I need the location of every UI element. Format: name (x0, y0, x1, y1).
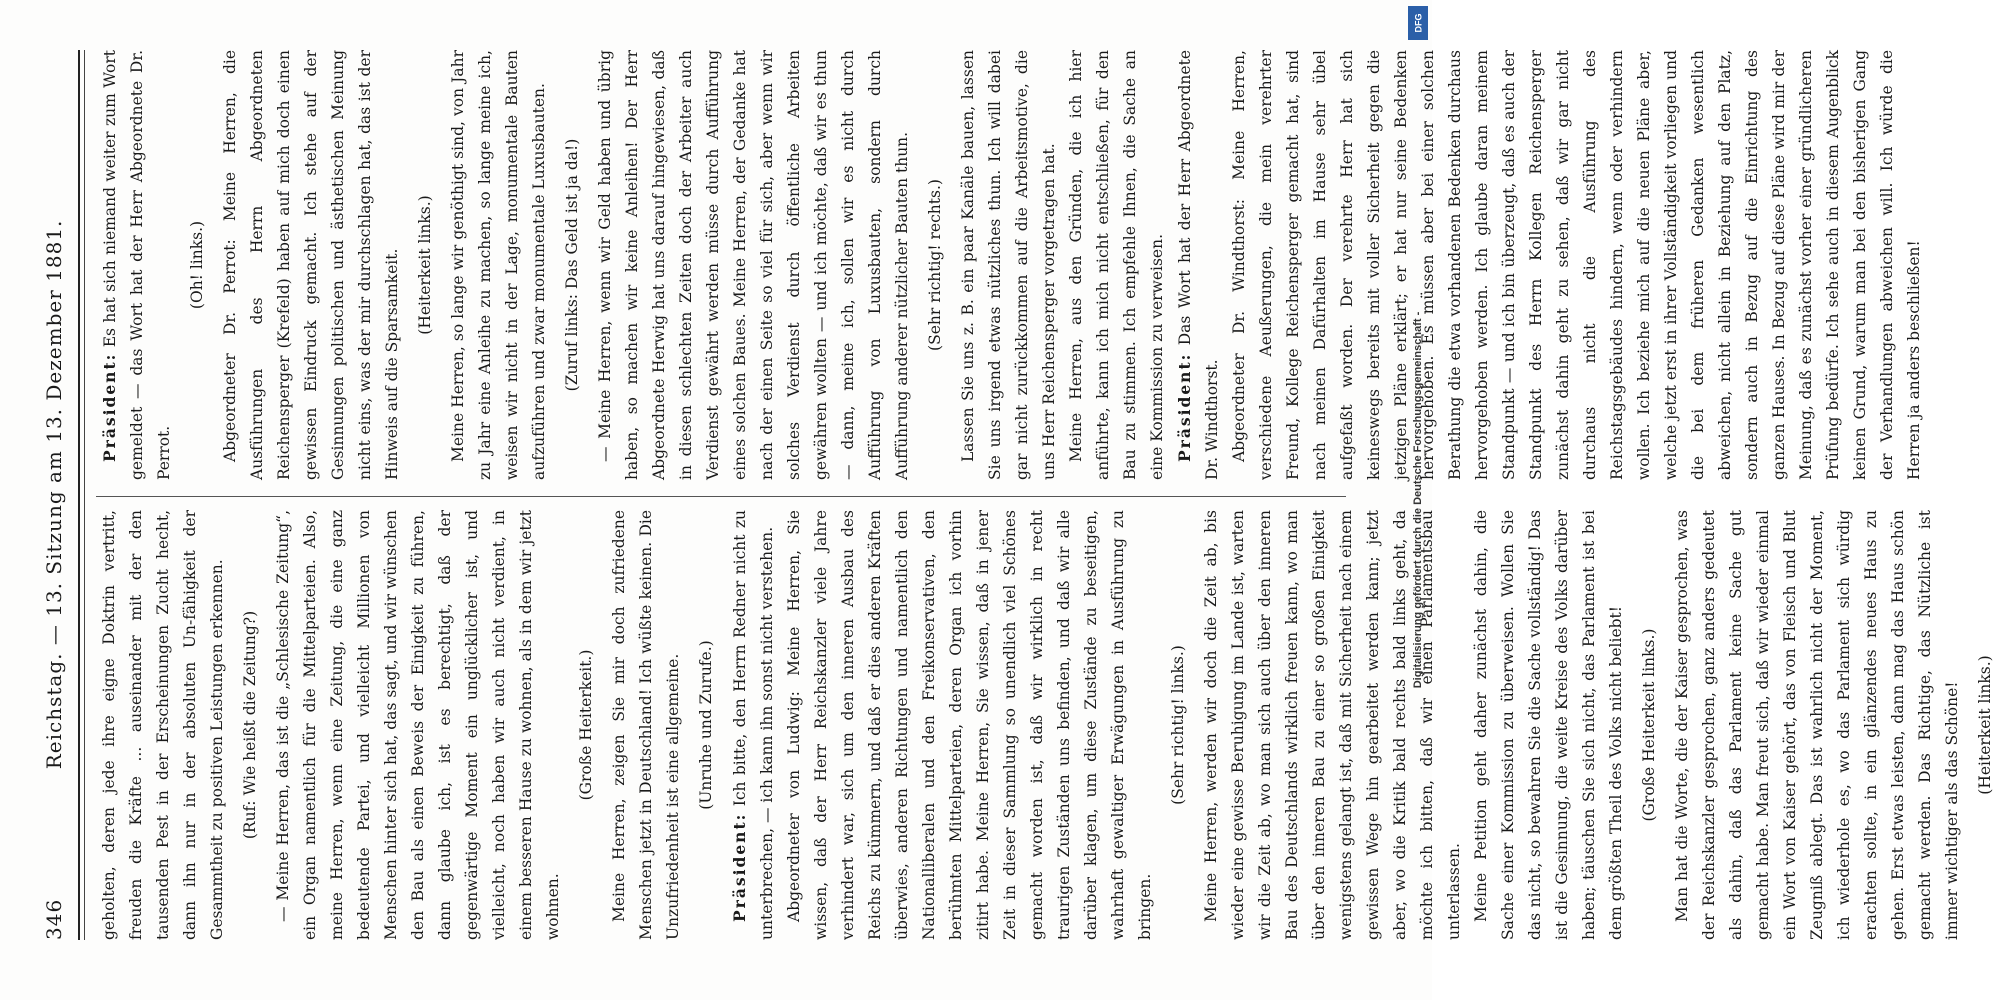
stage-direction: (Ruf: Wie heißt die Zeitung?) (241, 610, 259, 840)
paragraph: Meine Herren, aus den Gründen, die ich hier anführte, kann ich mich nicht entschließen, für den Bau zu stimmen. Ich empfehle Ihnen, die Sache an eine Kommission zu verweisen. (1067, 50, 1166, 480)
stage-direction: (Sehr richtig! rechts.) (926, 179, 944, 351)
stage-direction: (Heiterkeit links.) (1976, 655, 1994, 795)
paragraph: Meine Petition geht daher zunächst dahin, die Sache einer Kommission zu überweisen. Wollen Sie das nicht, so bewahren Sie die Sache vollständig! Das ist die Gesinnung, die weite Kreise des Volks darüber haben; täuschen Sie sich nicht, das Parlament ist bei dem größten Theil des Volks nicht beliebt! (1472, 510, 1625, 940)
paragraph: geholten, deren jede ihre eigne Doktrin vertritt, freuden die Kräfte ... auseinander mit der den tausenden Pest in der Erscheinungen Zucht hecht, dann ihn nur in der absoluten Un-fähigkeit der Gesammtheit zu positiven Leistungen erkennen. (100, 510, 226, 940)
header-rule (78, 50, 85, 940)
paragraph: — Meine Herren, wenn wir Geld haben und übrig haben, so machen wir keine Anleihen! Der Herr Abgeordnete Herwig hat uns darauf hingewiesen, daß in diesen schlechten Zeiten doch der Arbeiter auch Verdienst gewährt werden müsse durch Aufführung eines solchen Baues. Meine Herren, der Gedanke hat nach der einen Seite so viel für sich, aber wenn wir solches Verdienst durch öffentliche Arbeiten gewähren wollten — und ich möchte, daß wir es thun — dann, meine ich, sollen wir es nicht durch Aufführung von Luxusbauten, sondern durch Aufführung anderer nützlicher Bauten thun. (596, 50, 911, 480)
page-number: 346 (42, 898, 66, 940)
paragraph: Lassen Sie uns z. B. ein paar Kanäle bauen, lassen Sie uns irgend etwas nützliches thun. Ich will dabei gar nicht zurückkommen auf die Arbeitsmotive, die uns Herr Reichensperger vorgetragen hat. (959, 50, 1058, 480)
stage-direction: (Oh! links.) (188, 220, 206, 310)
paragraph: — Meine Herren, das ist die „Schlesische Zeitung“, ein Organ namentlich für die Mittelparteien. Also, meine Herren, wenn eine Zeitung, die eine ganz bedeutende Partei, und vielleicht Millionen von Menschen hinter sich hat, das sagt, und wir wünschen den Bau als einen Beweis der Einigkeit zu führen, dann glaube ich, ist es berechtigt, daß der gegenwärtige Moment ein unglücklicher ist, und vielleicht, noch haben wir auch nicht verdient, in einem besseren Hause zu wohnen, als in dem wir jetzt wohnen. (274, 510, 562, 940)
speaker-name: Präsident: (730, 812, 749, 922)
speech-text: Ich bitte, den Herrn Redner nicht zu unterbrechen, — ich kann ihn sonst nicht verstehen. (731, 510, 776, 940)
speaker-paragraph (726, 510, 781, 940)
paragraph: Abgeordneter von Ludwig: Meine Herren, Sie wissen, daß der Herr Reichskanzler viele Jahre verhindert war, sich um den inneren Ausbau des Reichs zu kümmern, und daß er dies anderen Kräften überwies, anderen Richtungen und namentlich den Nationalliberalen und den Freikonservativen, den berühmten Mittelparteien, deren Organ ich vorhin zitirt habe. Meine Herren, Sie wissen, daß in jener Zeit in dieser Sammlung so unendlich viel Schönes gemacht worden ist, daß wir wirklich in recht traurigen Zuständen uns befinden, und daß wir alle darüber klagen, um diese Zustände zu beseitigen, wahrhaft gewaltiger Erwägungen in Ausführung zu bringen. (785, 510, 1154, 940)
speaker-name: Präsident: (1175, 352, 1194, 462)
stage-direction: (Große Heiterkeit.) (577, 649, 595, 801)
paragraph: Man hat die Worte, die der Kaiser gesprochen, was der Reichskanzler gesprochen, ganz anders gedeutet als dahin, daß das Parlament keine Sache gut gemacht habe. Man freut sich, daß wir wieder einmal ein Wort von Kaiser gehört, das von Fleisch und Blut Zeugniß ablegt. Das ist wahrlich nicht der Moment, ich wiederhole es, wo das Parlament sich würdig erachten sollte, in ein glänzendes neues Haus zu gehen. Erst etwas leisten, dann mag das Haus schön gemacht werden. Das Richtige, das Nützliche ist immer wichtiger als das Schöne! (1673, 510, 1961, 940)
dfg-logo: DFG (1408, 6, 1428, 40)
stage-direction: (Große Heiterkeit links.) (1640, 628, 1658, 822)
stage-direction: (Sehr richtig! links.) (1169, 645, 1187, 805)
paragraph: Abgeordneter Dr. Perrot: Meine Herren, die Ausführungen des Herrn Abgeordneten Reichensperger (Krefeld) haben auf mich doch einen gewissen Eindruck gemacht. Ich stehe auf der Gesinnungen politischen und ästhetischen Meinung nicht eins, was der mir durchschlagen hat, das ist der Hinweis auf die Sparsamkeit. (221, 50, 401, 480)
stage-direction: (Heiterkeit links.) (416, 195, 434, 335)
stage-direction: (Unruhe und Zurufe.) (697, 640, 715, 810)
stage-direction: (Zuruf links: Das Geld ist ja da!) (563, 138, 581, 392)
column-divider (96, 496, 1346, 497)
digitization-credit (1406, 10, 1430, 990)
speech-text: Das Wort hat der Herr Abgeordnete Dr. Windthorst. (1176, 50, 1221, 480)
paragraph: Meine Herren, werden wir doch die Zeit ab, bis wieder eine gewisse Beruhigung im Lande ist, warten wir die Zeit ab, wo man sich auch über den inneren Bau des Deutschlands wirklich freuen kann, wo man über den inneren Bau zu einer so großen Einigkeit wenigstens gelangt ist, daß mit Sicherheit nach einem gewissen Wege hin gearbeitet werden kann; jetzt aber, wo die Kritik bald rechts bald links geht, da möchte ich bitten, daß wir einen Parlamentsbau unterlassen. (1202, 510, 1463, 940)
page-header (34, 50, 74, 940)
right-column (96, 50, 1923, 480)
paragraph: Meine Herren, so lange wir genöthigt sind, von Jahr zu Jahr eine Anleihe zu machen, so lange meine ich, weisen wir nicht in der Lage, monumentale Bauten aufzuführen und zwar monumentale Luxusbauten. (449, 50, 548, 480)
page-title: Reichstag. — 13. Sitzung am 13. Dezember 1881. (42, 219, 66, 770)
paragraph: Meine Herren, zeigen Sie mir doch zufriedene Menschen jetzt in Deutschland! Ich wüßte keinen. Die Unzufriedenheit ist eine allgemeine. (610, 510, 682, 940)
left-column (96, 510, 1994, 940)
speaker-name: Präsident: (100, 352, 119, 462)
speaker-paragraph (1171, 50, 1226, 480)
credit-text: Digitalisierung gefördert durch die Deutsche Forschungsgemeinschaft - (1412, 311, 1424, 689)
speaker-paragraph (96, 50, 178, 480)
paragraph: Abgeordneter Dr. Windthorst: Meine Herren, verschiedene Aeußerungen, die mein verehrter Freund, Kollege Reichensperger gemacht hat, sind nach meinen Dafürhalten im Hause sehr übel aufgefaßt worden. Der verehrte Herr hat sich keineswegs bereits mit voller Sicherheit gegen die jetzigen Pläne erklärt; er hat nur seine Bedenken hervorgehoben. Es müssen aber bei einer solchen Berathung die etwa vorhandenen Bedenken durchaus hervorgehoben werden. Ich glaube daran meinem Standpunkt — und ich bin überzeugt, daß es auch der Standpunkt des Herrn Kollegen Reichensperger zunächst dahin geht zu sehen, daß wir gar nicht durchaus nicht die Ausführung des Reichstagsgebäudes hindern, wenn oder verhindern wollen. Ich beziehe mich auf die neuen Pläne aber, welche jetzt erst in ihrer Vollständigkeit vorliegen und die bei dem früheren Gedanken wesentlich abweichen, nicht allein in Beziehung auf den Platz, sondern auch in Bezug auf die Einrichtung des ganzen Hauses. In Bezug auf diese Pläne wird mir der Meinung, daß es zunächst vorher einer gründlicheren Prüfung bedürfe. Ich sehe auch in diesem Augenblick keinen Grund, warum man bei den bisherigen Gang der Verhandlungen abweichen will. Ich würde die Herren ja anders beschließen! (1230, 50, 1923, 480)
speech-text: Es hat sich niemand weiter zum Wort gemeldet — das Wort hat der Herr Abgeordnete Dr. Perrot. (101, 50, 173, 480)
